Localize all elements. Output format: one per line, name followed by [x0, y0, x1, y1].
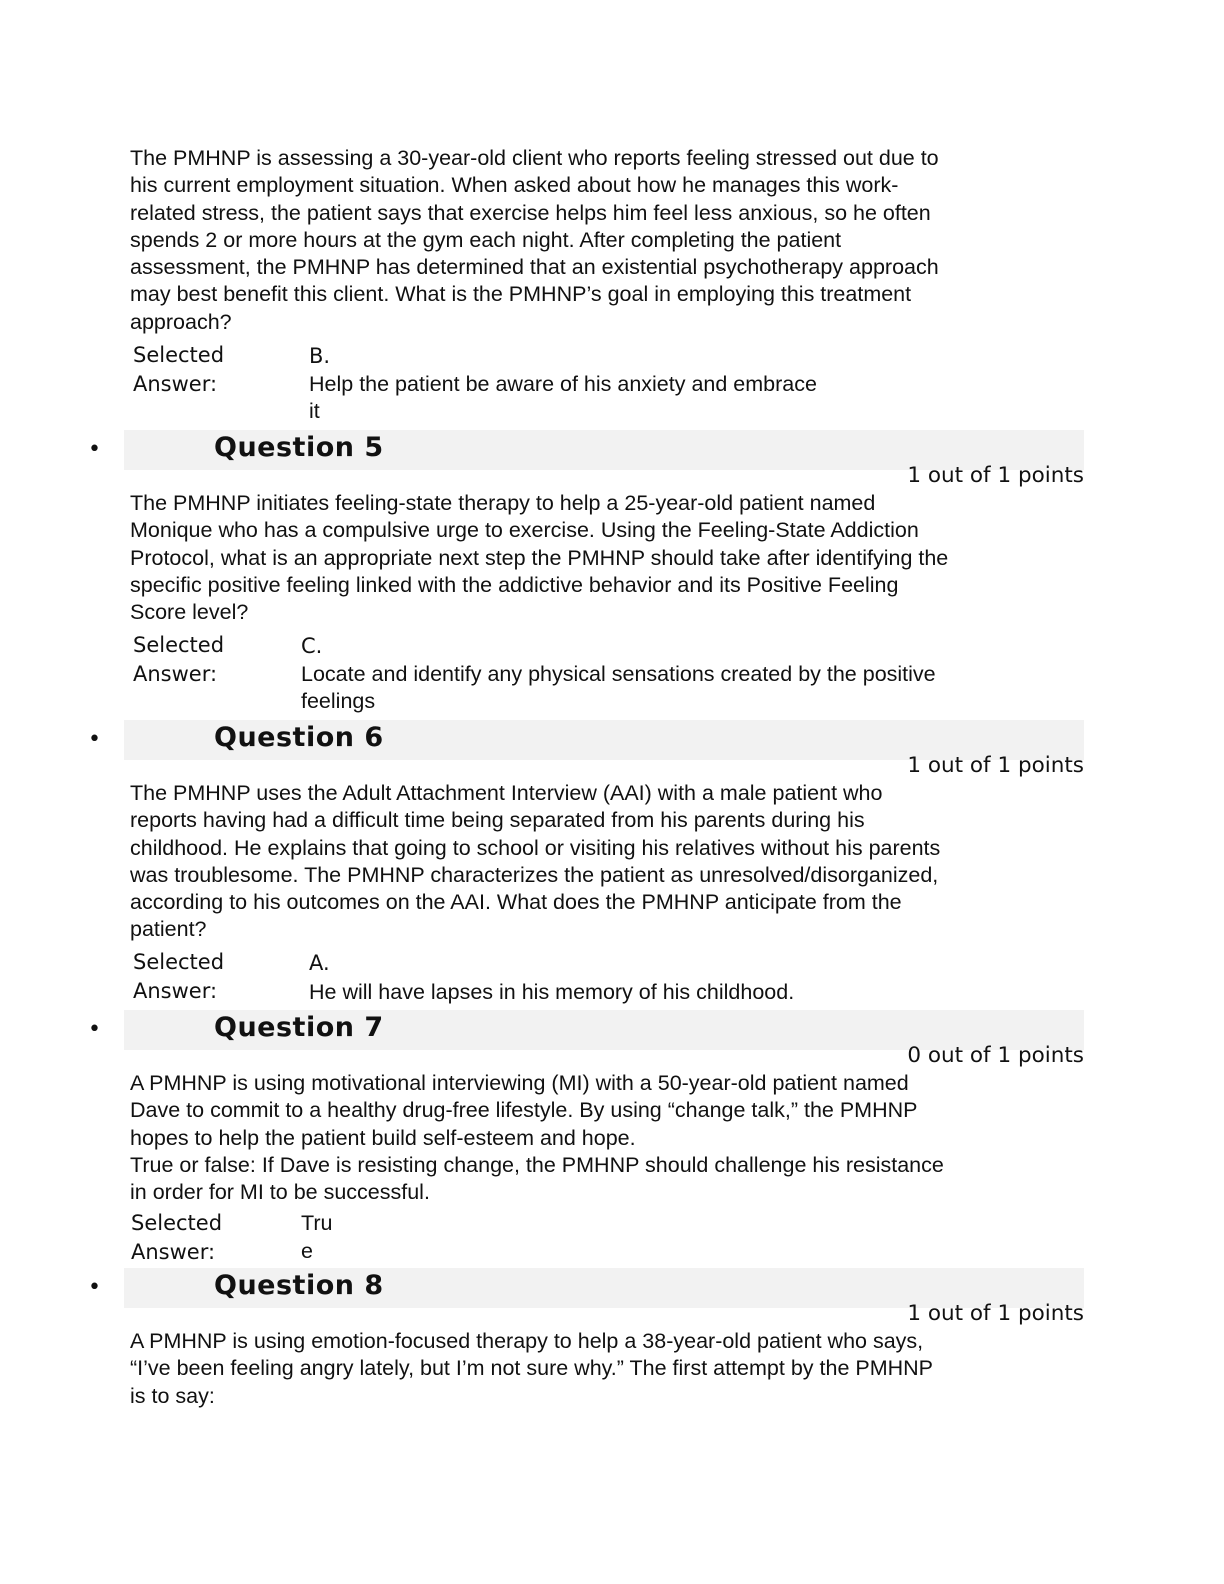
question-7-answer-text: Tru e — [301, 1211, 333, 1263]
question-5-text: The PMHNP initiates feeling-state therapy to help a 25-year-old patient named Monique who has a compulsive urge to exercise. Using the Feeling-State Addiction Protocol, what is an appropriate next step the PMHNP should take after identifying the specific positive feeling linked with the addictive behavior and its Positive Feeling Score level? — [130, 491, 949, 625]
question-6-selected-answer-label: Selected Answer: — [133, 950, 225, 1003]
question-7-selected-answer-label: Selected Answer: — [131, 1211, 223, 1264]
question-8-text: A PMHNP is using emotion-focused therapy to help a 38-year-old patient who says, “I’ve been feeling angry lately, but I’m not sure why.” The first attempt by the PMHNP is to say: — [130, 1329, 934, 1408]
question-7-text: A PMHNP is using motivational interviewing (MI) with a 50-year-old patient named Dave to commit to a healthy drug-free lifestyle. By using “change talk,” the PMHNP hopes to help the patient build self-esteem and hope. True or false: If Dave is resisting change, the PMHNP should challenge his resistance in order for MI to be successful. — [130, 1071, 944, 1205]
question-6-points: 1 out of 1 points — [907, 753, 1084, 778]
question-4-answer-text: Help the patient be aware of his anxiety and embrace it — [309, 372, 817, 423]
bullet-icon: • — [88, 437, 101, 462]
question-4-text: The PMHNP is assessing a 30-year-old client who reports feeling stressed out due to his current employment situation. When asked about how he manages this work- related stress, the patient says that exercise helps him feel less anxious, so he often spends 2 or more hours at the gym each night. After completing the patient assessment, the PMHNP has determined that an existential psychotherapy approach may best benefit this client. What is the PMHNP’s goal in employing this treatment approach? — [130, 146, 939, 334]
bullet-icon: • — [88, 1017, 101, 1042]
question-6-text: The PMHNP uses the Adult Attachment Interview (AAI) with a male patient who reports having had a difficult time being separated from his parents during his childhood. He explains that going to school or visiting his relatives without his parents was troublesome. The PMHNP characterizes the patient as unresolved/disorganized, according to his outcomes on the AAI. What does the PMHNP anticipate from the patient? — [130, 781, 941, 942]
question-5-points: 1 out of 1 points — [907, 463, 1084, 488]
question-5-selected-answer-label: Selected Answer: — [133, 633, 225, 686]
bullet-icon: • — [88, 1275, 101, 1300]
question-4-answer-letter: B. — [309, 344, 331, 368]
question-4-selected-answer-label: Selected Answer: — [133, 343, 225, 396]
question-7-points: 0 out of 1 points — [907, 1043, 1084, 1068]
question-5-title: Question 5 — [214, 432, 384, 463]
question-6-answer-text: He will have lapses in his memory of his childhood. — [309, 980, 795, 1004]
question-8-title: Question 8 — [214, 1270, 384, 1301]
question-6-answer-letter: A. — [309, 951, 330, 975]
question-6-title: Question 6 — [214, 722, 384, 753]
question-7-title: Question 7 — [214, 1012, 384, 1043]
question-8-points: 1 out of 1 points — [907, 1301, 1084, 1326]
question-5-answer-letter: C. — [301, 634, 323, 658]
question-5-answer-text: Locate and identify any physical sensations created by the positive feelings — [301, 662, 936, 713]
bullet-icon: • — [88, 727, 101, 752]
